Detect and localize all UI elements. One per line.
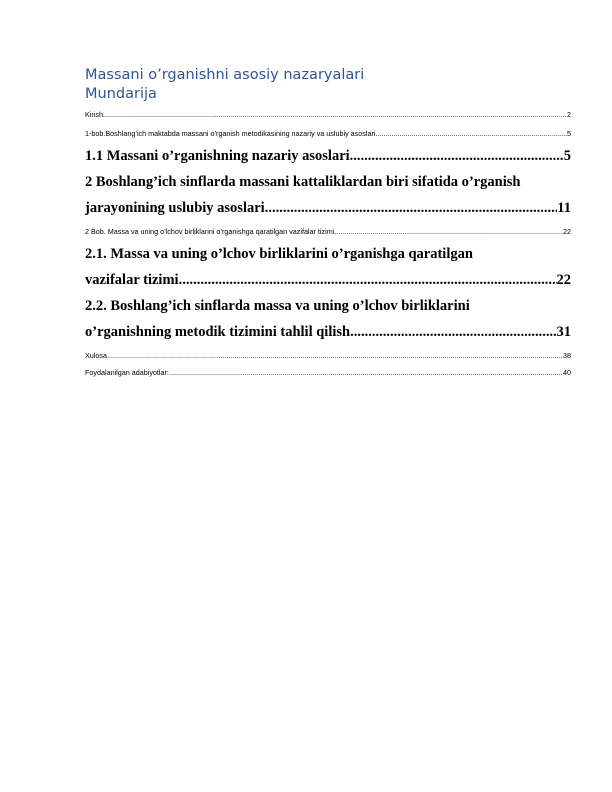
toc-entry-section-2-line1[interactable] bbox=[85, 169, 571, 195]
toc-entry-chapter-1[interactable] bbox=[85, 127, 571, 140]
toc-entry-section-1-1[interactable] bbox=[85, 143, 571, 169]
toc-entry-label: Foydalanilgan adabiyotlar: bbox=[85, 368, 169, 377]
toc-page-number: 31 bbox=[556, 324, 571, 340]
toc-leader-dots bbox=[179, 267, 557, 293]
toc-leader-dots bbox=[334, 225, 563, 238]
toc-entry-label: o’rganishning metodik tizimini tahlil qilish bbox=[85, 324, 351, 340]
toc-entry-section-2-line2[interactable] bbox=[85, 195, 571, 221]
toc-entry-label: Kirish bbox=[85, 110, 103, 119]
toc-page-number: 11 bbox=[557, 200, 571, 216]
toc-entry-label: 2 Bob. Massa va uning o’lchov birliklarini o’rganishga qaratilgan vazifalar tizimi bbox=[85, 227, 335, 236]
toc-entry-section-2-1-line2[interactable] bbox=[85, 267, 571, 293]
document-title: Massani o’rganishni asosiy nazaryalari bbox=[85, 67, 365, 83]
toc-entry-label: vazifalar tizimi bbox=[85, 272, 179, 288]
toc-page-number: 5 bbox=[567, 129, 571, 138]
toc-page-number: 5 bbox=[563, 148, 571, 164]
toc-leader-dots bbox=[350, 143, 564, 169]
toc-page-number: 22 bbox=[556, 272, 571, 288]
toc-entry-xulosa[interactable] bbox=[85, 349, 571, 362]
toc-leader-dots bbox=[350, 319, 556, 345]
toc-entry-section-2-2-line1[interactable] bbox=[85, 293, 571, 319]
toc-leader-dots bbox=[169, 366, 563, 379]
toc-leader-dots bbox=[103, 108, 567, 121]
toc-entry-adabiyotlar[interactable] bbox=[85, 366, 571, 379]
toc-page-number: 22 bbox=[563, 227, 571, 236]
toc-entry-label: 2.1. Massa va uning o’lchov birliklarini o’rganishga qaratilgan bbox=[85, 246, 473, 262]
toc-entry-chapter-2[interactable] bbox=[85, 225, 571, 238]
toc-entry-label: jarayonining uslubiy asoslari bbox=[85, 200, 265, 216]
toc-entry-label: Xulosa bbox=[85, 351, 107, 360]
toc-entry-label: 1-bob.Boshlang’ich maktabda massani o’rganish metodikasining nazariy va uslubiy asoslari bbox=[85, 129, 376, 138]
toc-entry-label: 2 Boshlang’ich sinflarda massani kattaliklardan biri sifatida o’rganish bbox=[85, 174, 521, 190]
toc-leader-dots bbox=[265, 195, 558, 221]
toc-leader-dots bbox=[107, 349, 563, 362]
toc-page-number: 38 bbox=[563, 351, 571, 360]
toc-page-number: 40 bbox=[563, 368, 571, 377]
toc-page-number: 2 bbox=[567, 110, 571, 119]
toc-entry-label: 1.1 Massani o’rganishning nazariy asoslari bbox=[85, 148, 350, 164]
toc-entry-label: 2.2. Boshlang’ich sinflarda massa va uning o’lchov birliklarini bbox=[85, 298, 470, 314]
toc-entry-kirish[interactable] bbox=[85, 108, 571, 121]
toc-entry-section-2-2-line2[interactable] bbox=[85, 319, 571, 345]
toc-leader-dots bbox=[375, 127, 567, 140]
toc-heading: Mundarija bbox=[85, 86, 157, 102]
toc-entry-section-2-1-line1[interactable] bbox=[85, 241, 571, 267]
document-page bbox=[85, 66, 571, 379]
